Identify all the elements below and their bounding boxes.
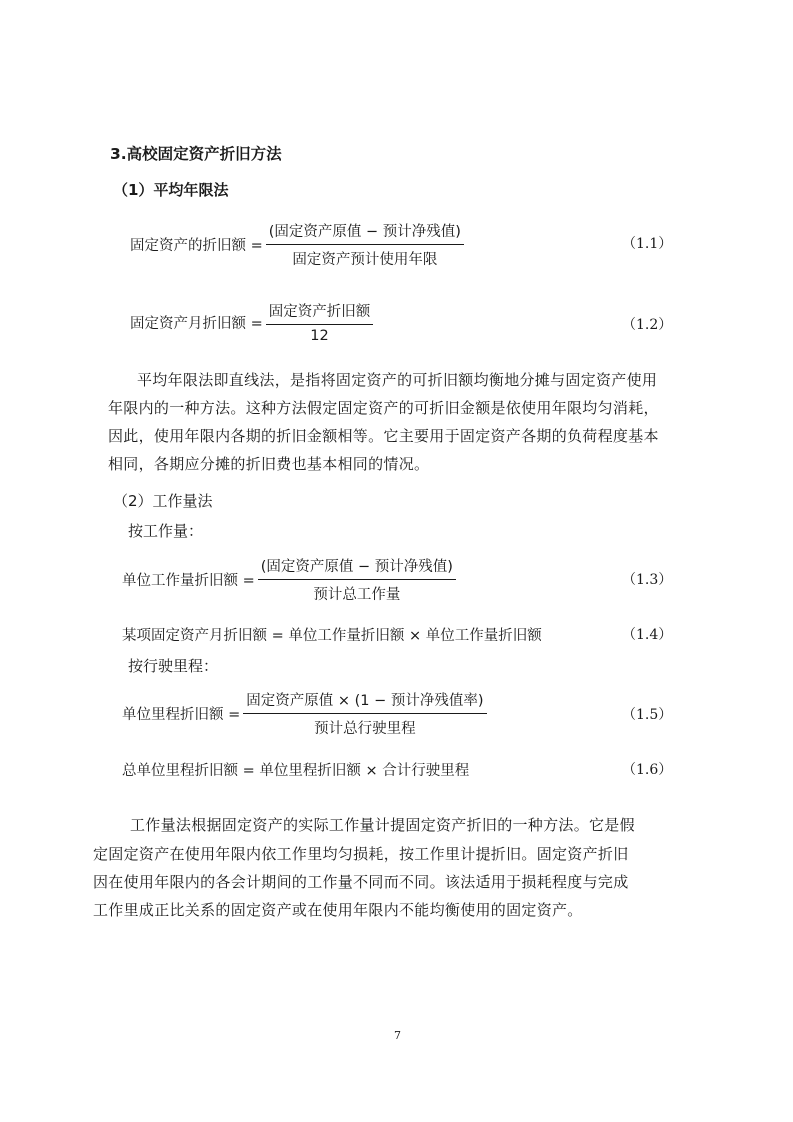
formula-number: （1.3） (622, 572, 673, 588)
section-title: 3.高校固定资产折旧方法 (110, 145, 282, 163)
formula-1-6: 总单位里程折旧额 = 单位里程折旧额 × 合计行驶里程 (122, 763, 470, 779)
formula-fraction (266, 220, 464, 269)
formula-1-3 (122, 555, 456, 604)
formula-lhs: 单位里程折旧额 = (122, 707, 241, 723)
formula-denominator: 预计总工作量 (313, 587, 401, 603)
paragraph-line: 定固定资产在使用年限内依工作里均匀损耗，按工作里计提折旧。固定资产折旧 (93, 845, 629, 863)
paragraph-line: 平均年限法即直线法，是指将固定资产的可折旧额均衡地分摊与固定资产使用 (137, 371, 658, 389)
formula-1-1 (130, 220, 464, 269)
paragraph-line: 相同，各期应分摊的折旧费也基本相同的情况。 (108, 455, 430, 473)
formula-numerator: 固定资产原值 × (1 − 预计净残值率) (246, 693, 484, 709)
label-by-workload: 按工作量： (128, 522, 204, 540)
formula-lhs: 固定资产月折旧额 = (130, 315, 263, 332)
paragraph-line: 因在使用年限内的各会计期间的工作量不同而不同。该法适用于损耗程度与完成 (93, 873, 629, 891)
formula-number: （1.2） (622, 317, 673, 333)
formula-number: （1.6） (622, 762, 673, 778)
formula-number: （1.1） (622, 236, 673, 252)
formula-1-5 (122, 689, 487, 738)
paragraph-line: 因此，使用年限内各期的折旧金额相等。它主要用于固定资产各期的负荷程度基本 (108, 427, 659, 445)
paragraph-line: 年限内的一种方法。这种方法假定固定资产的可折旧金额是依使用年限均匀消耗， (108, 399, 659, 417)
formula-fraction (258, 555, 456, 604)
formula-fraction (243, 689, 486, 738)
formula-1-2 (130, 300, 373, 344)
subsection-title-workload: （2）工作量法 (113, 492, 213, 510)
subsection-title-straight-line: （1）平均年限法 (113, 181, 229, 199)
formula-fraction (266, 300, 374, 344)
formula-number: （1.5） (622, 707, 673, 723)
label-by-mileage: 按行驶里程： (128, 657, 219, 675)
formula-numerator: (固定资产原值 − 预计净残值) (260, 559, 453, 575)
formula-denominator: 固定资产预计使用年限 (292, 252, 438, 268)
formula-1-4: 某项固定资产月折旧额 = 单位工作量折旧额 × 单位工作量折旧额 (122, 628, 542, 644)
formula-numerator: 固定资产折旧额 (268, 304, 371, 320)
paragraph-line: 工作量法根据固定资产的实际工作量计提固定资产折旧的一种方法。它是假 (130, 816, 635, 834)
paragraph-line: 工作里成正比关系的固定资产或在使用年限内不能均衡使用的固定资产。 (93, 901, 583, 919)
formula-lhs: 固定资产的折旧额 = (130, 238, 263, 254)
page-number: 7 (394, 1029, 401, 1042)
formula-numerator: (固定资产原值 − 预计净残值) (268, 224, 461, 240)
formula-number: （1.4） (622, 627, 673, 643)
formula-denominator: 预计总行驶里程 (314, 721, 416, 737)
formula-denominator: 12 (310, 328, 329, 344)
formula-lhs: 单位工作量折旧额 = (122, 573, 255, 589)
